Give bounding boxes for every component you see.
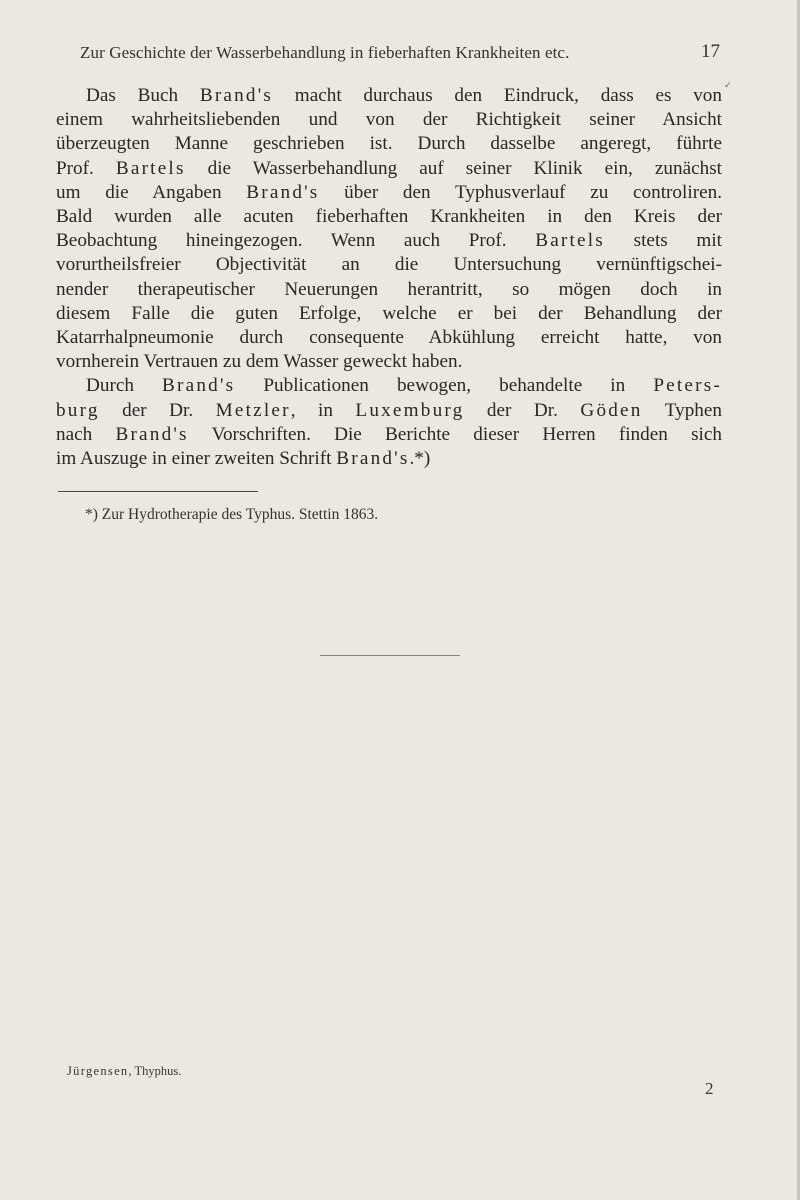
text-line: vorurtheilsfreier Objectivität an die Untersuchung vernünftigschei- [56, 254, 722, 276]
author-name-spaced: Brand's [246, 181, 320, 203]
author-name-spaced: Brand's [162, 375, 236, 397]
person-name-spaced: Göden [580, 399, 643, 421]
text-line: diesem Falle die guten Erfolge, welche er bei der Behandlung der [56, 302, 722, 324]
signature-number: 2 [705, 1079, 714, 1098]
faint-rule [320, 655, 460, 656]
text-line: Prof. Bartels die Wasserbehandlung auf seiner Klinik ein, zunächst [56, 157, 722, 179]
text-line: vornherein Vertrauen zu dem Wasser geweckt haben. [56, 351, 463, 373]
place-name-spaced: Luxemburg [355, 399, 465, 421]
author-name-spaced: Brand's [336, 448, 410, 470]
footnote-marker: *) [85, 506, 98, 523]
signature-title: , Thyphus. [128, 1064, 182, 1078]
text-line: im Auszuge in einer zweiten Schrift Brand's.*) [56, 448, 431, 470]
text-line: Katarrhalpneumonie durch consequente Abkühlung erreicht hatte, von [56, 327, 722, 349]
text-line: Durch Brand's Publicationen bewogen, behandelte in Peters- [86, 375, 722, 397]
body-text [56, 84, 722, 471]
text-line: überzeugten Manne geschrieben ist. Durch dasselbe angeregt, führte [56, 133, 722, 155]
running-head-title: Zur Geschichte der Wasserbehandlung in fieberhaften Krankheiten etc. [80, 43, 570, 62]
text-line: Bald wurden alle acuten fieberhaften Krankheiten in den Kreis der [56, 206, 722, 228]
author-name-spaced: Brand's [199, 85, 274, 106]
text-line: um die Angaben Brand's über den Typhusverlauf zu controliren. [56, 181, 722, 203]
running-header [80, 43, 720, 69]
footnote-separator [58, 491, 258, 492]
footnote-text: Zur Hydrotherapie des Typhus. Stettin 1863. [101, 506, 379, 523]
place-name-spaced: burg [56, 399, 100, 421]
text-line: burg der Dr. Metzler, in Luxemburg der Dr. Göden Typhen [56, 399, 722, 421]
printer-signature [67, 1064, 181, 1079]
text-line: Beobachtung hineingezogen. Wenn auch Prof. Bartels stets mit [56, 230, 722, 252]
page-number: 17 [701, 41, 720, 62]
footnote [85, 506, 378, 524]
place-name-spaced: Peters- [653, 375, 722, 397]
pencil-tick-mark: ✓ [724, 80, 732, 90]
text-line: Das Buch Brand's macht durchaus den Eindruck, dass es von [86, 85, 722, 106]
text-line: einem wahrheitsliebenden und von der Richtigkeit seiner Ansicht [56, 109, 722, 131]
text-line: nender therapeutischer Neuerungen herantritt, so mögen doch in [56, 278, 722, 300]
author-name-spaced: Bartels [535, 230, 605, 252]
author-name-spaced: Bartels [115, 157, 186, 179]
person-name-spaced: Metzler [215, 399, 291, 421]
author-name-spaced: Brand's [115, 423, 189, 445]
text-line: nach Brand's Vorschriften. Die Berichte dieser Herren finden sich [56, 423, 722, 445]
signature-author: Jürgensen [67, 1064, 129, 1078]
